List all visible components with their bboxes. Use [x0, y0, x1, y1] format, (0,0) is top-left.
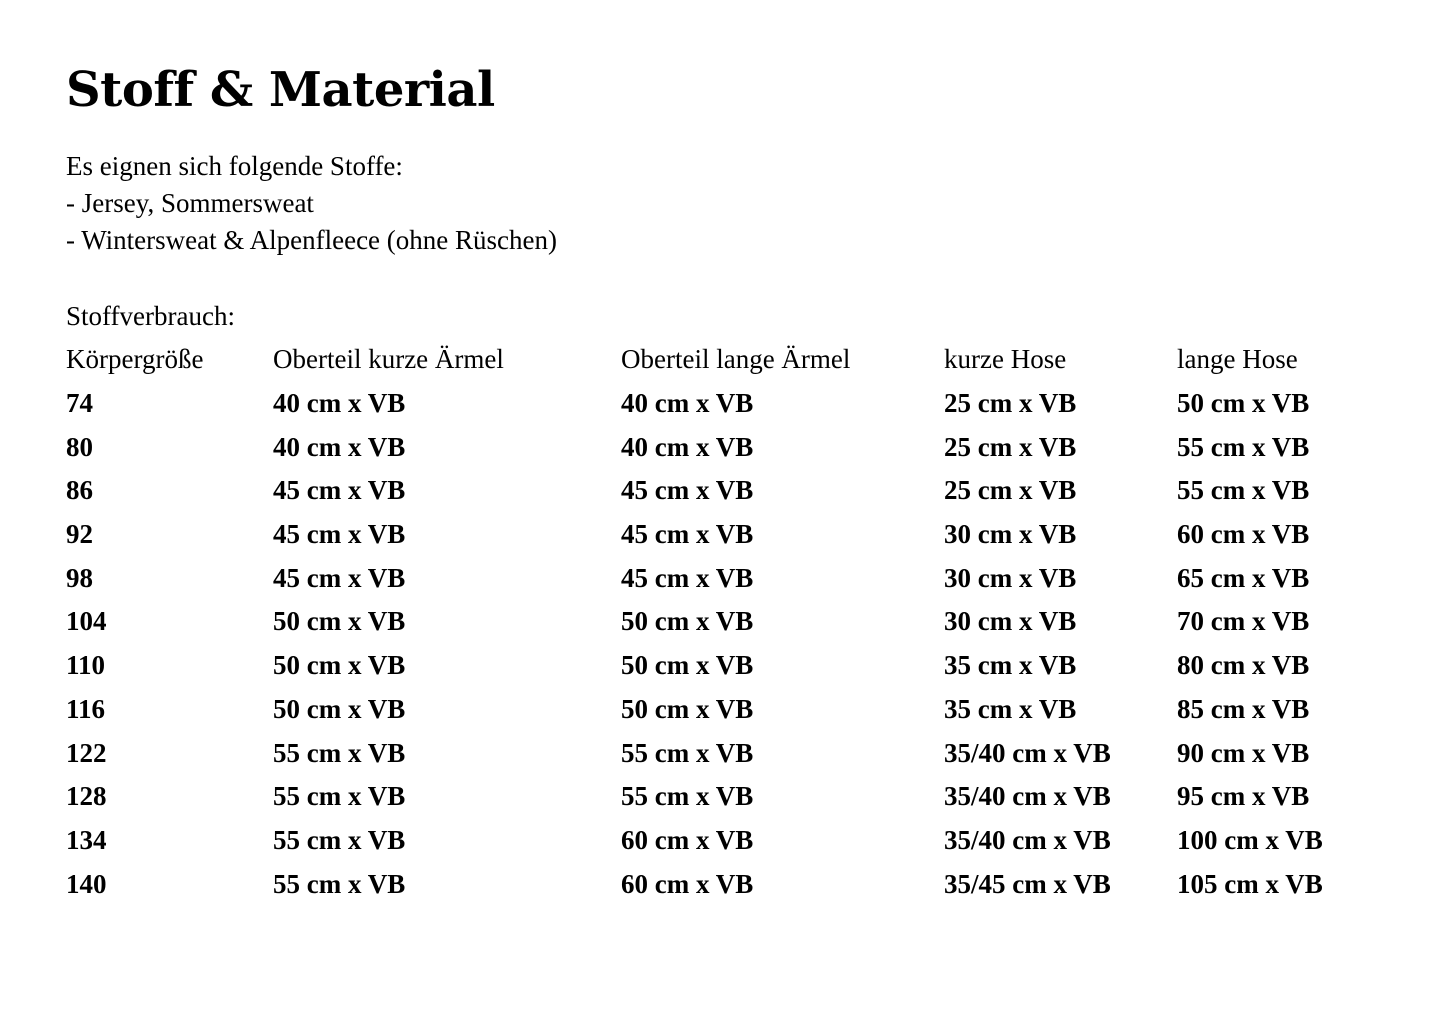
- table-row: [66, 513, 1377, 557]
- column-header-short-pants: kurze Hose: [944, 344, 1067, 375]
- cell-size: 92: [66, 519, 93, 550]
- cell-short-pants: 30 cm x VB: [944, 562, 1077, 593]
- cell-short-pants: 35/40 cm x VB: [944, 737, 1111, 768]
- cell-top-short-sleeves: 55 cm x VB: [273, 868, 406, 899]
- table-header-row: [66, 338, 1377, 382]
- cell-top-short-sleeves: 50 cm x VB: [273, 693, 406, 724]
- cell-top-short-sleeves: 50 cm x VB: [273, 606, 406, 637]
- cell-long-pants: 50 cm x VB: [1177, 388, 1310, 419]
- cell-size: 80: [66, 431, 93, 462]
- cell-long-pants: 105 cm x VB: [1177, 868, 1323, 899]
- cell-short-pants: 25 cm x VB: [944, 388, 1077, 419]
- cell-top-long-sleeves: 55 cm x VB: [621, 737, 754, 768]
- cell-short-pants: 35 cm x VB: [944, 693, 1077, 724]
- table-row: [66, 469, 1377, 513]
- cell-long-pants: 55 cm x VB: [1177, 475, 1310, 506]
- table-row: [66, 688, 1377, 732]
- cell-size: 74: [66, 388, 93, 419]
- cell-top-short-sleeves: 55 cm x VB: [273, 824, 406, 855]
- cell-top-long-sleeves: 40 cm x VB: [621, 388, 754, 419]
- cell-long-pants: 100 cm x VB: [1177, 824, 1323, 855]
- cell-top-long-sleeves: 45 cm x VB: [621, 519, 754, 550]
- cell-top-long-sleeves: 60 cm x VB: [621, 868, 754, 899]
- cell-top-short-sleeves: 45 cm x VB: [273, 519, 406, 550]
- fabric-consumption-label: Stoffverbrauch:: [66, 301, 235, 331]
- column-header-long-pants: lange Hose: [1177, 344, 1298, 375]
- cell-top-long-sleeves: 50 cm x VB: [621, 606, 754, 637]
- cell-top-short-sleeves: 40 cm x VB: [273, 431, 406, 462]
- cell-size: 134: [66, 824, 107, 855]
- column-header-top-long-sleeves: Oberteil lange Ärmel: [621, 344, 851, 375]
- cell-long-pants: 80 cm x VB: [1177, 650, 1310, 681]
- cell-short-pants: 35/45 cm x VB: [944, 868, 1111, 899]
- cell-top-short-sleeves: 55 cm x VB: [273, 781, 406, 812]
- page-title: Stoff & Material: [66, 62, 495, 118]
- table-row: [66, 644, 1377, 688]
- cell-top-long-sleeves: 60 cm x VB: [621, 824, 754, 855]
- cell-top-short-sleeves: 45 cm x VB: [273, 475, 406, 506]
- table-row: [66, 425, 1377, 469]
- cell-size: 86: [66, 475, 93, 506]
- cell-top-short-sleeves: 50 cm x VB: [273, 650, 406, 681]
- table-body: [66, 382, 1377, 906]
- cell-short-pants: 35/40 cm x VB: [944, 824, 1111, 855]
- cell-top-long-sleeves: 45 cm x VB: [621, 562, 754, 593]
- cell-size: 104: [66, 606, 107, 637]
- cell-top-long-sleeves: 50 cm x VB: [621, 650, 754, 681]
- cell-size: 98: [66, 562, 93, 593]
- cell-short-pants: 30 cm x VB: [944, 519, 1077, 550]
- cell-long-pants: 55 cm x VB: [1177, 431, 1310, 462]
- cell-short-pants: 35 cm x VB: [944, 650, 1077, 681]
- cell-top-short-sleeves: 45 cm x VB: [273, 562, 406, 593]
- table-row: [66, 862, 1377, 906]
- cell-top-short-sleeves: 40 cm x VB: [273, 388, 406, 419]
- table-row: [66, 775, 1377, 819]
- cell-long-pants: 65 cm x VB: [1177, 562, 1310, 593]
- cell-short-pants: 25 cm x VB: [944, 475, 1077, 506]
- table-row: [66, 600, 1377, 644]
- cell-top-long-sleeves: 45 cm x VB: [621, 475, 754, 506]
- cell-size: 116: [66, 693, 106, 724]
- fabric-list-item: - Wintersweat & Alpenfleece (ohne Rüschen): [66, 225, 557, 255]
- table-row: [66, 731, 1377, 775]
- table-row: [66, 819, 1377, 863]
- cell-long-pants: 90 cm x VB: [1177, 737, 1310, 768]
- column-header-size: Körpergröße: [66, 344, 204, 375]
- cell-top-long-sleeves: 50 cm x VB: [621, 693, 754, 724]
- cell-size: 128: [66, 781, 107, 812]
- cell-size: 110: [66, 650, 106, 681]
- cell-long-pants: 70 cm x VB: [1177, 606, 1310, 637]
- fabric-list-item: - Jersey, Sommersweat: [66, 188, 314, 218]
- cell-size: 122: [66, 737, 107, 768]
- cell-short-pants: 35/40 cm x VB: [944, 781, 1111, 812]
- cell-size: 140: [66, 868, 107, 899]
- cell-long-pants: 95 cm x VB: [1177, 781, 1310, 812]
- cell-long-pants: 85 cm x VB: [1177, 693, 1310, 724]
- table-row: [66, 382, 1377, 426]
- table-row: [66, 556, 1377, 600]
- cell-short-pants: 30 cm x VB: [944, 606, 1077, 637]
- cell-short-pants: 25 cm x VB: [944, 431, 1077, 462]
- cell-long-pants: 60 cm x VB: [1177, 519, 1310, 550]
- cell-top-long-sleeves: 55 cm x VB: [621, 781, 754, 812]
- fabric-suitability-heading: Es eignen sich folgende Stoffe:: [66, 151, 403, 181]
- cell-top-short-sleeves: 55 cm x VB: [273, 737, 406, 768]
- fabric-suitability-section: [66, 148, 557, 259]
- fabric-consumption-table: [66, 338, 1377, 906]
- column-header-top-short-sleeves: Oberteil kurze Ärmel: [273, 344, 504, 375]
- cell-top-long-sleeves: 40 cm x VB: [621, 431, 754, 462]
